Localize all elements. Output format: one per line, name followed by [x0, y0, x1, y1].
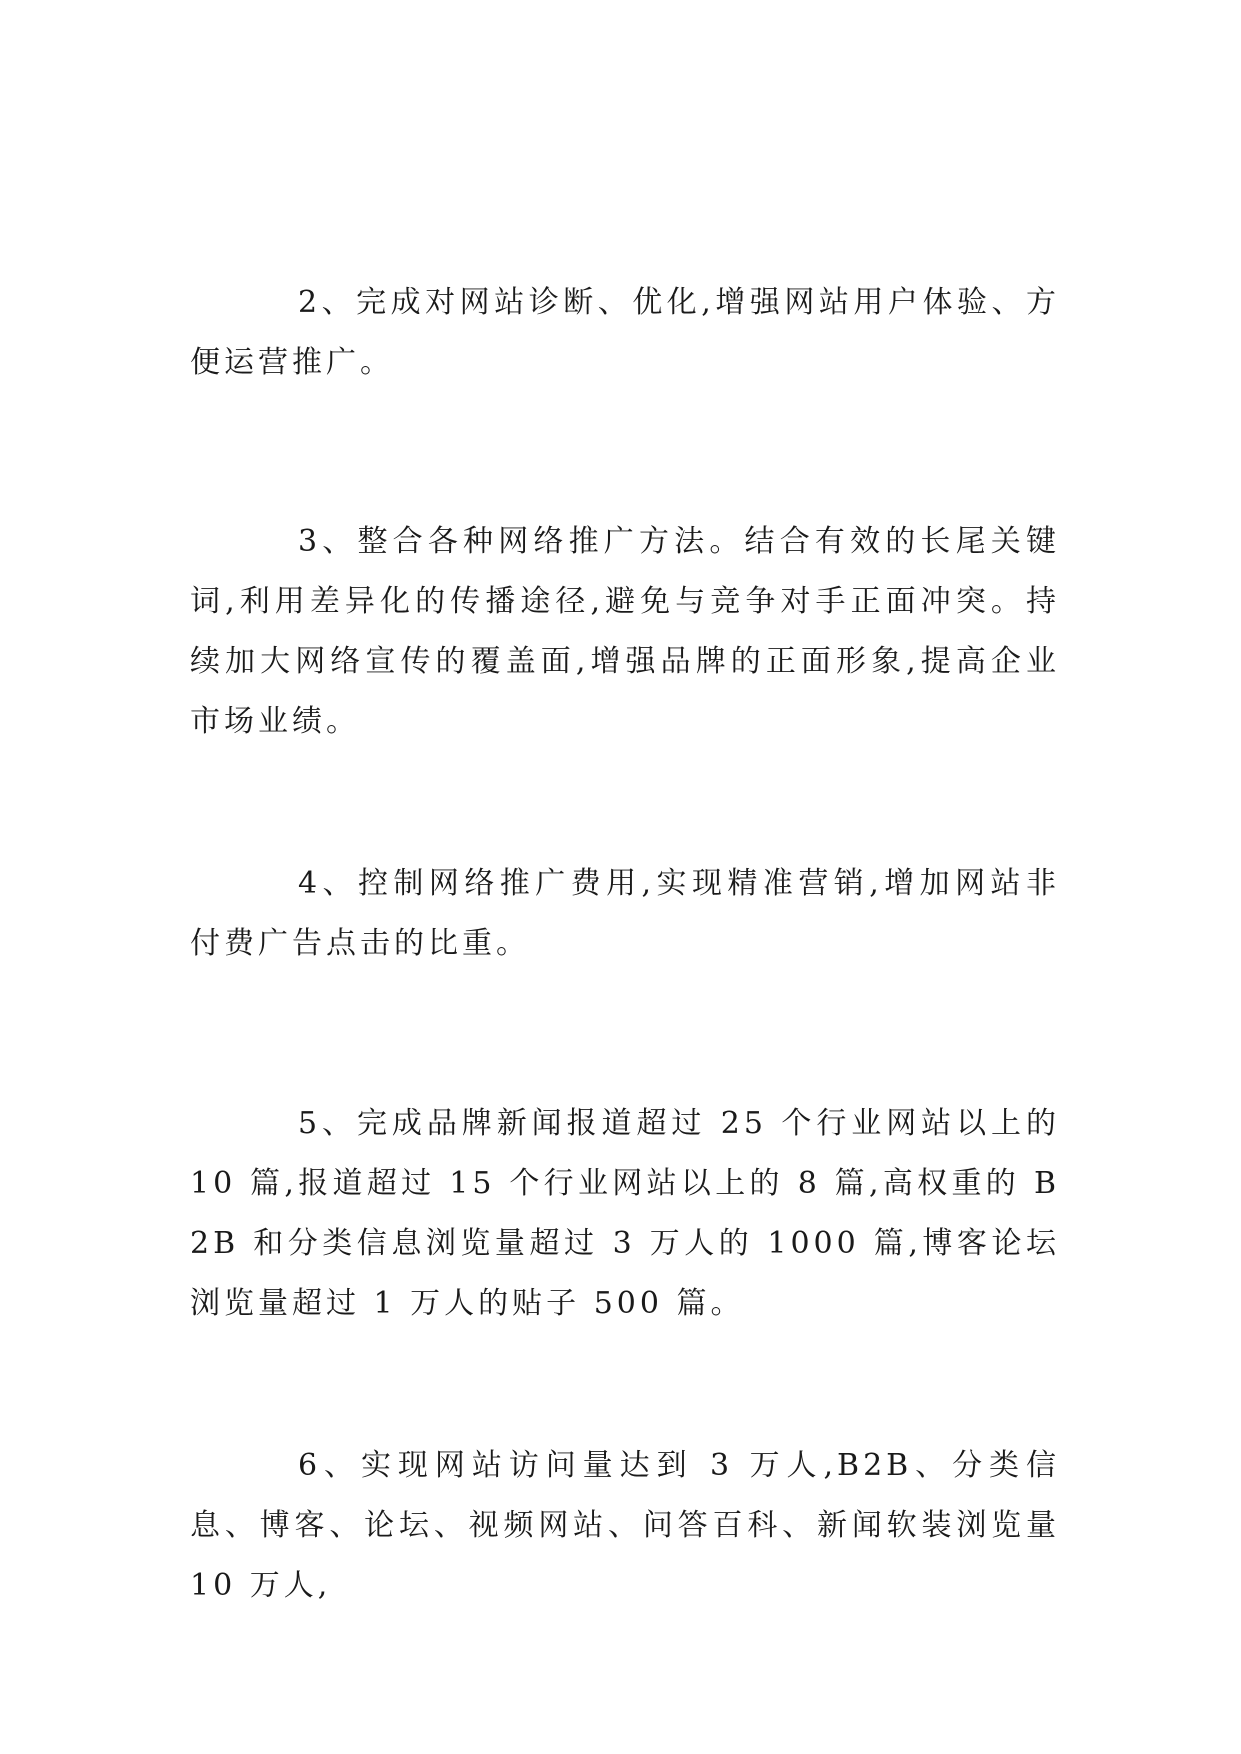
paragraph-item-5: 5、完成品牌新闻报道超过 25 个行业网站以上的 10 篇,报道超过 15 个行业网站以上的 8 篇,高权重的 B2B 和分类信息浏览量超过 3 万人的 1000 篇,博客论坛浏览量超过 1 万人的贴子 500 篇。: [190, 1106, 1060, 1321]
paragraph-item-3: 3、整合各种网络推广方法。结合有效的长尾关键词,利用差异化的传播途径,避免与竞争对手正面冲突。持续加大网络宣传的覆盖面,增强品牌的正面形象,提高企业市场业绩。: [190, 524, 1060, 739]
paragraph-item-6: 6、实现网站访问量达到 3 万人,B2B、分类信息、博客、论坛、视频网站、问答百科、新闻软装浏览量 10 万人,: [190, 1448, 1060, 1603]
paragraph-item-4: 4、控制网络推广费用,实现精准营销,增加网站非付费广告点击的比重。: [190, 866, 1060, 961]
paragraph-item-2: 2、完成对网站诊断、优化,增强网站用户体验、方便运营推广。: [190, 285, 1060, 380]
